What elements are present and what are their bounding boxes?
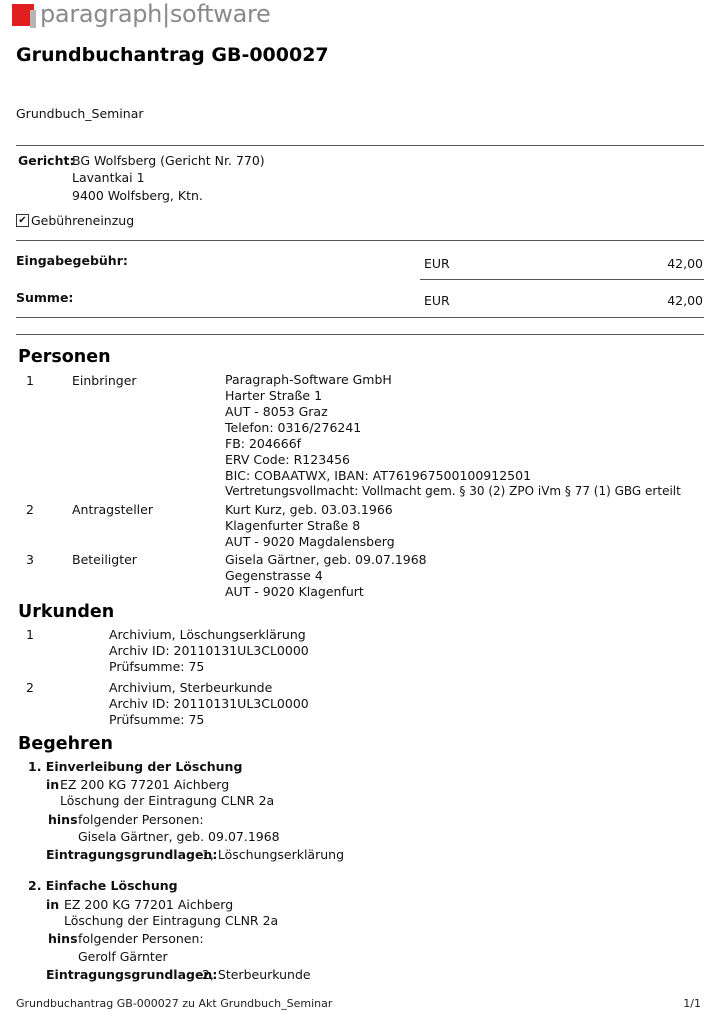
person-role: Antragsteller <box>72 502 153 517</box>
begehren-person: Gerolf Gärnter <box>78 949 168 964</box>
begehren-action: Löschung der Eintragung CLNR 2a <box>60 793 275 808</box>
divider <box>16 145 704 146</box>
person-line: Klagenfurter Straße 8 <box>225 518 361 533</box>
begehren-hins-label: hins <box>48 931 78 946</box>
begehren-grundlagen-label: Eintragungsgrundlagen: <box>46 967 218 982</box>
person-nr: 2 <box>26 502 34 517</box>
gebuehreneinzug-label: Gebühreneinzug <box>31 213 135 228</box>
urkunde-line: Archiv ID: 20110131UL3CL0000 <box>109 643 309 658</box>
sum-amount: 42,00 <box>667 293 703 308</box>
sum-currency: EUR <box>424 293 450 308</box>
gericht-line: BG Wolfsberg (Gericht Nr. 770) <box>72 153 265 168</box>
akt-name: Grundbuch_Seminar <box>16 106 144 121</box>
page-title: Grundbuchantrag GB-000027 <box>16 44 329 66</box>
person-line: AUT - 8053 Graz <box>225 404 328 419</box>
section-heading-personen: Personen <box>18 347 111 367</box>
urkunde-line: Prüfsumme: 75 <box>109 659 205 674</box>
person-line: Paragraph-Software GmbH <box>225 372 392 387</box>
begehren-action: Löschung der Eintragung CLNR 2a <box>64 913 279 928</box>
begehren-title: 1. Einverleibung der Löschung <box>28 759 243 774</box>
section-heading-begehren: Begehren <box>18 734 114 754</box>
urkunde-line: Archiv ID: 20110131UL3CL0000 <box>109 696 309 711</box>
person-line: AUT - 9020 Magdalensberg <box>225 534 395 549</box>
urkunde-nr: 2 <box>26 680 34 695</box>
urkunde-line: Archivium, Sterbeurkunde <box>109 680 273 695</box>
fee-currency: EUR <box>424 256 450 271</box>
gericht-label: Gericht: <box>18 153 75 168</box>
begehren-ez: EZ 200 KG 77201 Aichberg <box>64 897 234 912</box>
section-heading-urkunden: Urkunden <box>18 602 115 622</box>
person-role: Beteiligter <box>72 552 137 567</box>
divider <box>16 317 704 318</box>
begehren-grundlagen-label: Eintragungsgrundlagen: <box>46 847 218 862</box>
sum-label: Summe: <box>16 290 74 305</box>
begehren-in-label: in <box>46 777 60 792</box>
fee-label: Eingabegebühr: <box>16 253 128 268</box>
person-line: AUT - 9020 Klagenfurt <box>225 584 364 599</box>
begehren-person: Gisela Gärtner, geb. 09.07.1968 <box>78 829 280 844</box>
person-line: ERV Code: R123456 <box>225 452 351 467</box>
begehren-grundlagen-value: 1, Löschungserklärung <box>202 847 345 862</box>
begehren-hins-label: hins <box>48 812 78 827</box>
person-line: Vertretungsvollmacht: Vollmacht gem. § 30 (2) ZPO iVm § 77 (1) GBG erteilt <box>225 484 681 498</box>
urkunde-line: Prüfsumme: 75 <box>109 712 205 727</box>
person-nr: 1 <box>26 373 34 388</box>
begehren-ez: EZ 200 KG 77201 Aichberg <box>60 777 230 792</box>
page-number: 1/1 <box>683 997 701 1010</box>
logo-grey-bar-icon <box>30 10 36 28</box>
person-line: BIC: COBAATWX, IBAN: AT761967500100912501 <box>225 468 532 483</box>
person-line: Kurt Kurz, geb. 03.03.1966 <box>225 502 393 517</box>
divider <box>420 279 704 280</box>
person-line: FB: 204666f <box>225 436 302 451</box>
urkunde-nr: 1 <box>26 627 34 642</box>
person-line: Telefon: 0316/276241 <box>225 420 362 435</box>
person-nr: 3 <box>26 552 34 567</box>
gebuehreneinzug-checkbox[interactable]: ✔ <box>16 214 29 227</box>
person-line: Gegenstrasse 4 <box>225 568 323 583</box>
begehren-hins-text: folgender Personen: <box>78 812 204 827</box>
person-line: Harter Straße 1 <box>225 388 323 403</box>
urkunde-line: Archivium, Löschungserklärung <box>109 627 306 642</box>
fee-amount: 42,00 <box>667 256 703 271</box>
divider <box>16 334 704 335</box>
begehren-title: 2. Einfache Löschung <box>28 878 178 893</box>
gericht-line: Lavantkai 1 <box>72 170 145 185</box>
begehren-hins-text: folgender Personen: <box>78 931 204 946</box>
begehren-grundlagen-value: 2, Sterbeurkunde <box>202 967 311 982</box>
person-role: Einbringer <box>72 373 137 388</box>
footer-text: Grundbuchantrag GB-000027 zu Akt Grundbuch_Seminar <box>16 997 333 1010</box>
person-line: Gisela Gärtner, geb. 09.07.1968 <box>225 552 427 567</box>
gericht-line: 9400 Wolfsberg, Ktn. <box>72 188 203 203</box>
divider <box>16 240 704 241</box>
begehren-in-label: in <box>46 897 60 912</box>
logo-text: paragraph|software <box>40 0 271 28</box>
